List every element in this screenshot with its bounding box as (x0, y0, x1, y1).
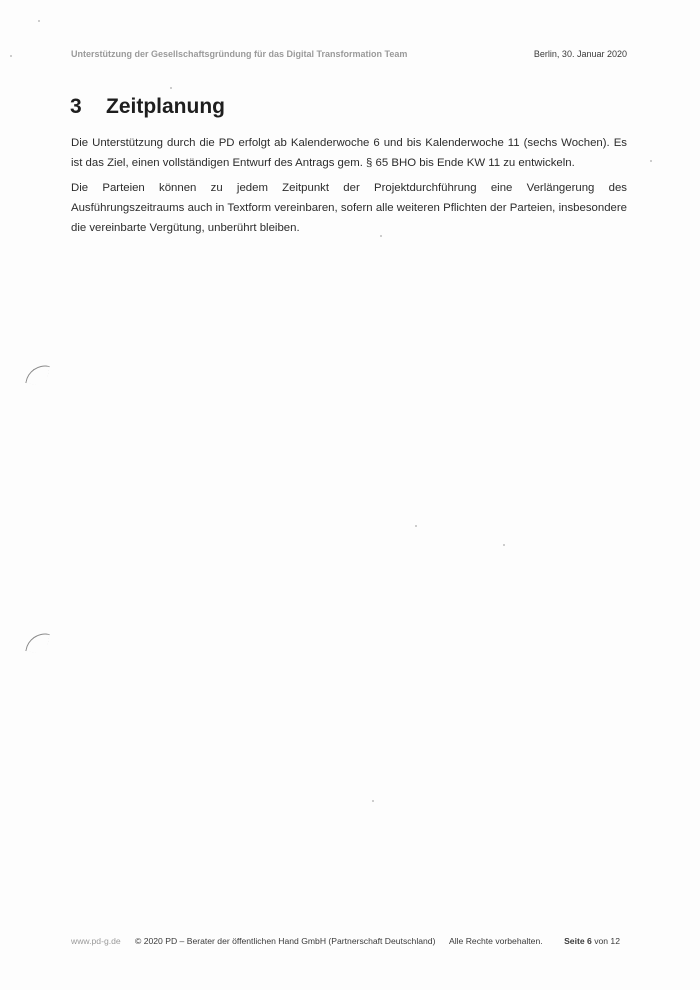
footer-url: www.pd-g.de (71, 936, 121, 946)
section-title: Zeitplanung (106, 95, 225, 118)
paragraph-1: Die Unterstützung durch die PD erfolgt ab Kalenderwoche 6 und bis Kalenderwoche 11 (sechs Wochen). Es ist das Ziel, einen vollständigen Entwurf des Antrags gem. § 65 BHO bis Ende KW 11 zu entwickeln. (71, 137, 627, 169)
scan-speck (415, 525, 417, 527)
header-title: Unterstützung der Gesellschaftsgründung für das Digital Transformation Team (71, 49, 408, 59)
scan-speck (380, 235, 382, 237)
punch-hole-mark-lower (25, 630, 49, 654)
section-heading (70, 95, 225, 119)
paragraph-2: Die Parteien können zu jedem Zeitpunkt der Projektdurchführung eine Verlängerung des Ausführungszeitraums auch in Textform vereinbaren, sofern alle weiteren Pflichten der Parteien, insbesondere die vereinbarte Vergütung, unberührt bleiben. (71, 182, 627, 234)
footer-rights: Alle Rechte vorbehalten. (449, 936, 543, 946)
footer-page-number (564, 936, 620, 946)
scan-speck (38, 20, 40, 22)
punch-hole-mark-upper (25, 362, 49, 386)
footer-copyright: © 2020 PD – Berater der öffentlichen Hand GmbH (Partnerschaft Deutschland) (135, 936, 436, 946)
scan-speck (170, 87, 172, 89)
scan-speck (10, 55, 12, 57)
scan-speck (503, 544, 505, 546)
footer-page-current: Seite 6 (564, 936, 592, 946)
footer-page-total: von 12 (594, 936, 620, 946)
header-date: Berlin, 30. Januar 2020 (533, 49, 627, 59)
section-number: 3 (70, 95, 82, 118)
scan-speck (650, 160, 652, 162)
scan-speck (372, 800, 374, 802)
